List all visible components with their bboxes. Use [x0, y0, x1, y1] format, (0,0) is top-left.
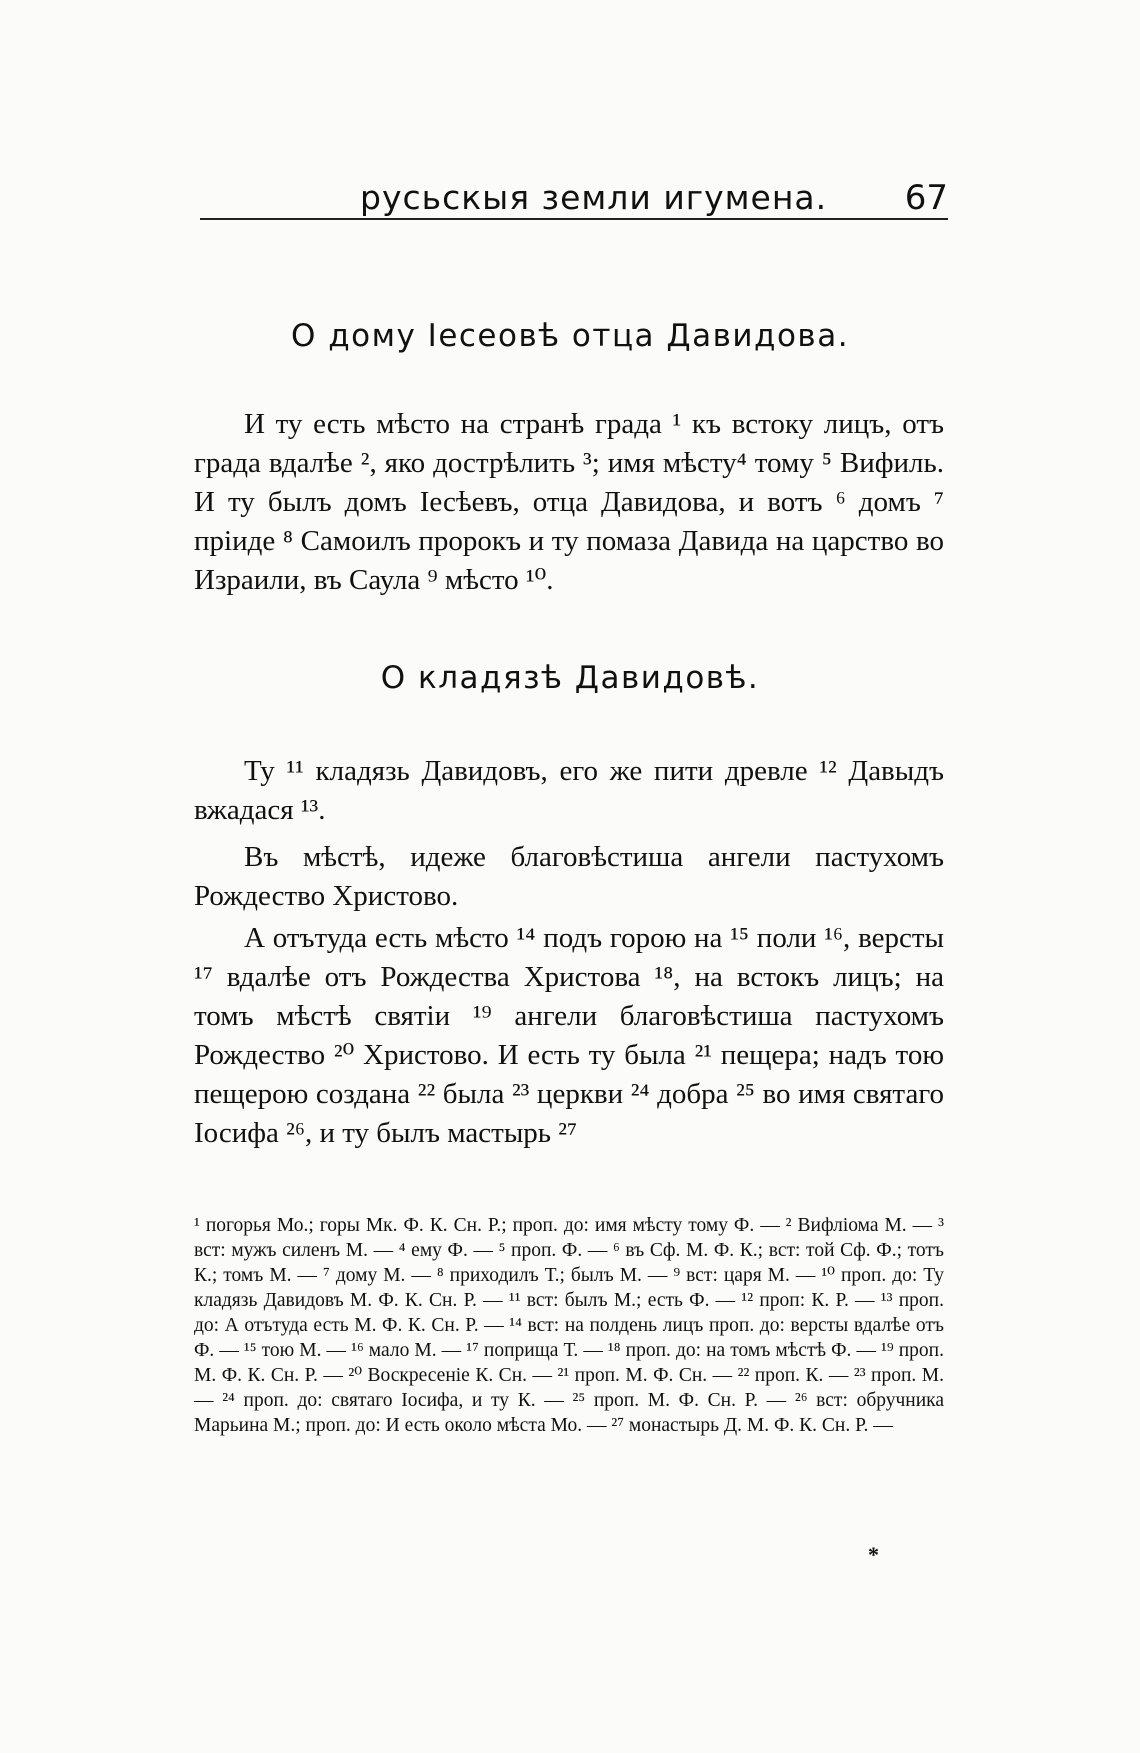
section-heading-1: О дому Іесеовѣ отца Давидова.: [290, 318, 850, 354]
section-2-paragraph-2: Въ мѣстѣ, идеже благовѣстиша ангели пастухомъ Рождество Христово.: [194, 841, 944, 912]
running-head: [200, 178, 948, 220]
section-2-paragraph-3: А отътуда есть мѣсто ¹⁴ подъ горою на ¹⁵ поли ¹⁶, версты ¹⁷ вдалѣе отъ Рождества Христова ¹⁸, на встокъ лицъ; на томъ мѣстѣ святіи ¹⁹ ангели благовѣстиша пастухомъ Рождество ²⁰ Христово. И есть ту была ²¹ пещера; надъ тою пещерою создана ²² была ²³ церкви ²⁴ добра ²⁵ во имя святаго Іосифа ²⁶, и ту былъ мастырь ²⁷: [194, 922, 944, 1149]
section-heading-2: О кладязѣ Давидовѣ.: [380, 660, 760, 696]
signature-mark: *: [868, 1542, 879, 1567]
running-head-title: русьскыя земли игумена.: [360, 178, 828, 217]
section-2-paragraph-1: Ту ¹¹ кладязь Давидовъ, его же пити древле ¹² Давыдъ вжадася ¹³.: [194, 755, 944, 826]
footnotes: ¹ погорья Мо.; горы Мк. Ф. К. Сн. Р.; проп. до: имя мѣсту тому Ф. — ² Вифліома М. — ³ вст: мужъ силенъ М. — ⁴ ему Ф. — ⁵ проп. Ф. — ⁶ въ Сф. М. Ф. К.; вст: той Сф. Ф.; тотъ К.; томъ М. — ⁷ дому М. — ⁸ приходилъ Т.; былъ М. — ⁹ вст: царя М. — ¹⁰ проп. до: Ту кладязь Давидовъ М. Ф. К. Сн. Р. — ¹¹ вст: былъ М.; есть Ф. — ¹² проп: К. Р. — ¹³ проп. до: А отътуда есть М. Ф. К. Сн. Р. — ¹⁴ вст: на полдень лицъ проп. до: версты вдалѣе отъ Ф. — ¹⁵ тою М. — ¹⁶ мало М. — ¹⁷ поприща Т. — ¹⁸ проп. до: на томъ мѣстѣ Ф. — ¹⁹ проп. М. Ф. К. Сн. Р. — ²⁰ Воскресеніе К. Сн. — ²¹ проп. М. Ф. Сн. — ²² проп. К. — ²³ проп. М. — ²⁴ проп. до: святаго Іосифа, и ту К. — ²⁵ проп. М. Ф. Сн. Р. — ²⁶ вст: обручника Марьина М.; проп. до: И есть около мѣста Мо. — ²⁷ монастырь Д. М. Ф. К. Сн. Р. —: [194, 1215, 944, 1436]
section-1-paragraph: И ту есть мѣсто на странѣ града ¹ къ встоку лицъ, отъ града вдалѣе ², яко дострѣлить ³; имя мѣсту⁴ тому ⁵ Вифиль. И ту былъ домъ Іесѣевъ, отца Давидова, и вотъ ⁶ домъ ⁷ пріиде ⁸ Самоилъ пророкъ и ту помаза Давида на царство во Израили, въ Саула ⁹ мѣсто ¹⁰.: [194, 408, 944, 596]
page-number: 67: [904, 178, 948, 218]
